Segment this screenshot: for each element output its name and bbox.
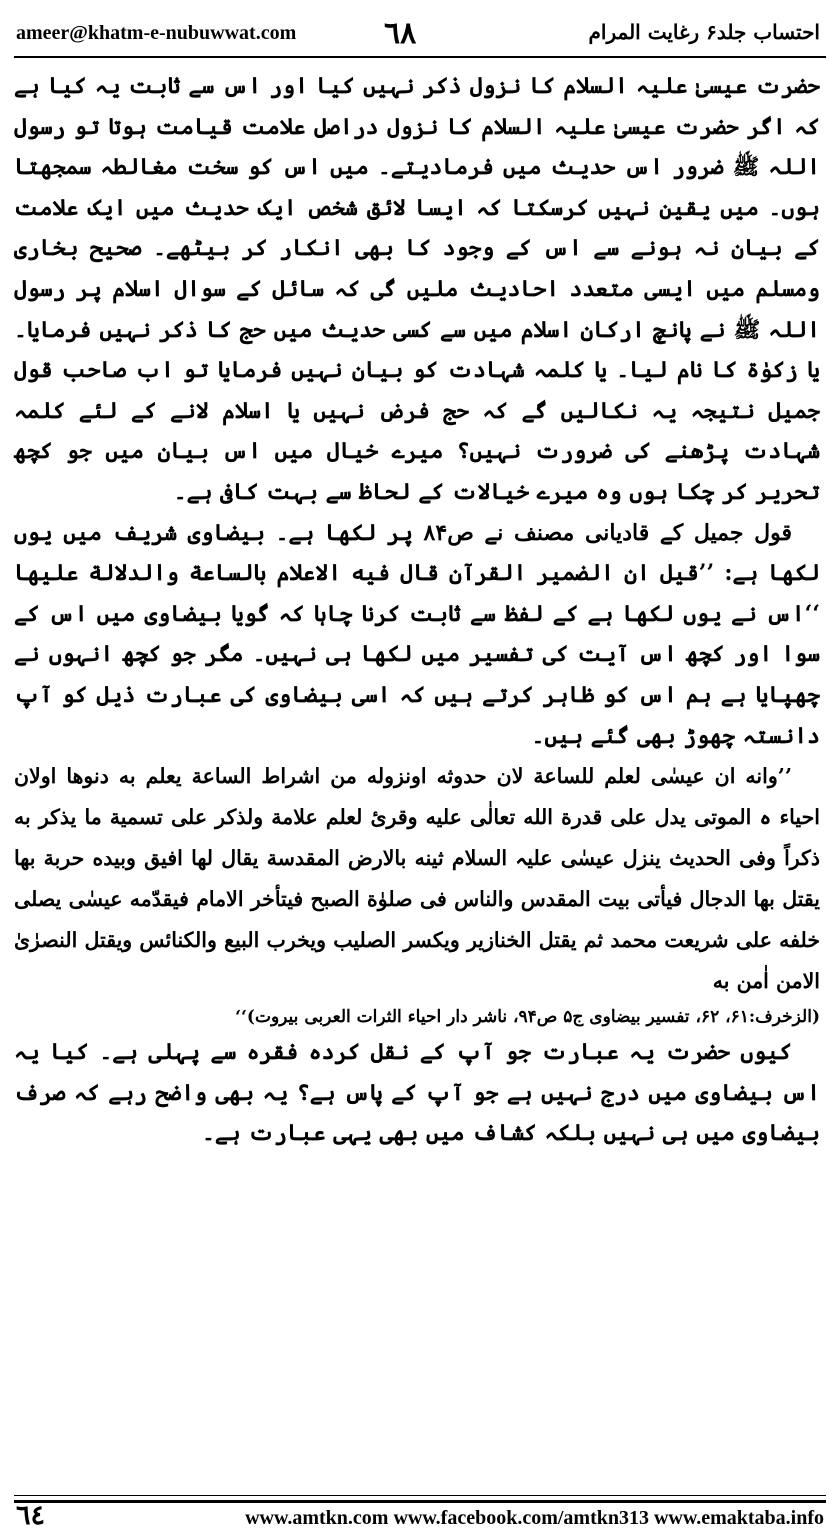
page-header xyxy=(16,14,820,54)
quote-reference: (الزخرف:۶۱، ۶۲، تفسیر بیضاوی ج۵ ص۹۴، ناشر دار احیاء الثرات العربی بیروت)‘‘ xyxy=(235,1007,820,1028)
footer-links: www.amtkn.com www.facebook.com/amtkn313 www.emaktaba.info xyxy=(245,1507,824,1529)
arabic-quote: ’’وانه ان عیسٰی لعلم للساعة لان حدوثه اونزوله من اشراط الساعة یعلم به دنوها اولان احیاء ہ الموتی یدل علی قدرة الله تعالٰی علیه وقرئ لعلم علامة ولذکر علی تسمیة ما یذکر به ذکراً وفی الحدیث ینزل عیسٰی علیہ السلام ثینه بالارض المقدسة یقال لها افیق وبیده حربة بها یقتل بها الدجال فیأتی بیت المقدس والناس فی صلوٰة الصبح فیتأخر الامام فیقدّمه عیسٰی یصلی خلفه علی شریعت محمد ثم یقتل الخنازیر ویکسر الصلیب ویخرب البیع والکنائس ویقتل النصرٰیٰ الامن اٰمن به xyxy=(14,764,820,994)
paragraph-3: کیوں حضرت یہ عبارت جو آپ کے نقل کردہ فقرہ سے پہلی ہے۔ کیا یہ اس بیضاوی میں درج نہیں ہے جو آپ کے پاس ہے؟ یہ بھی واضح رہے کہ صرف بیضاوی میں ہی نہیں بلکہ کشاف میں بھی یہی عبارت ہے۔ xyxy=(14,1039,820,1147)
footer-rule-thin xyxy=(14,1495,826,1496)
footer-rule-thick xyxy=(14,1500,826,1503)
header-email: ameer@khatm-e-nubuwwat.com xyxy=(16,22,297,44)
paragraph-2: قول جمیل کے قادیانی مصنف نے ص۸۴ پر لکھا ہے۔ بیضاوی شریف میں یوں لکھا ہے: ’’قیل ان الضمیر القرآن قال فیه الاعلام بالساعة والدلالة علیها ‘‘اس نے یوں لکھا ہے کے لفظ سے ثابت کرنا چاہا کہ گویا بیضاوی میں اس کے سوا اور کچھ اس آیت کی تفسیر میں لکھا ہی نہیں۔ مگر جو کچھ انہوں نے چھپایا ہے ہم اس کو ظاہر کرتے ہیں کہ اسی بیضاوی کی عبارت ذیل کو آپ دانستہ چھوڑ بھی گئے ہیں۔ xyxy=(14,519,820,749)
header-rule xyxy=(14,56,826,58)
paragraph-1: حضرت عیسیٰ علیہ السلام کا نزول ذکر نہیں کیا اور اس سے ثابت یہ کیا ہے کہ اگر حضرت عیسیٰ علیہ السلام کا نزول دراصل علامت قیامت ہوتا تو رسول اللہ ﷺ ضرور اس حدیث میں فرمادیتے۔ میں اس کو سخت مغالطہ سمجھتا ہوں۔ میں یقین نہیں کرسکتا کہ ایسا لائق شخص ایک حدیث میں ایک علامت کے بیان نہ ہونے سے اس کے وجود کا بھی انکار کر بیٹھے۔ صحیح بخاری ومسلم میں ایسی متعدد احادیث ملیں گی کہ سائل کے سوال اسلام پر رسول اللہ ﷺ نے پانچ ارکان اسلام میں سے کسی حدیث میں حج کا ذکر نہیں فرمایا۔ یا زکوٰۃ کا نام لیا۔ یا کلمہ شہادت کو بیان نہیں فرمایا تو اب صاحب قول جمیل نتیجہ یہ نکالیں گے کہ حج فرض نہیں یا اسلام لانے کے لئے کلمہ شہادت پڑھنے کی ضرورت نہیں؟ میرے خیال میں اس بیان میں جو کچھ تحریر کر چکا ہوں وہ میرے خیالات کے لحاظ سے بہت کافی ہے۔ xyxy=(14,73,820,505)
page-body xyxy=(14,66,820,1154)
footer-page-number: ٦٤ xyxy=(16,1500,46,1531)
header-page-number: ٦٨ xyxy=(384,16,417,51)
header-title: احتساب جلد۶ رغایت المرام xyxy=(588,20,820,44)
